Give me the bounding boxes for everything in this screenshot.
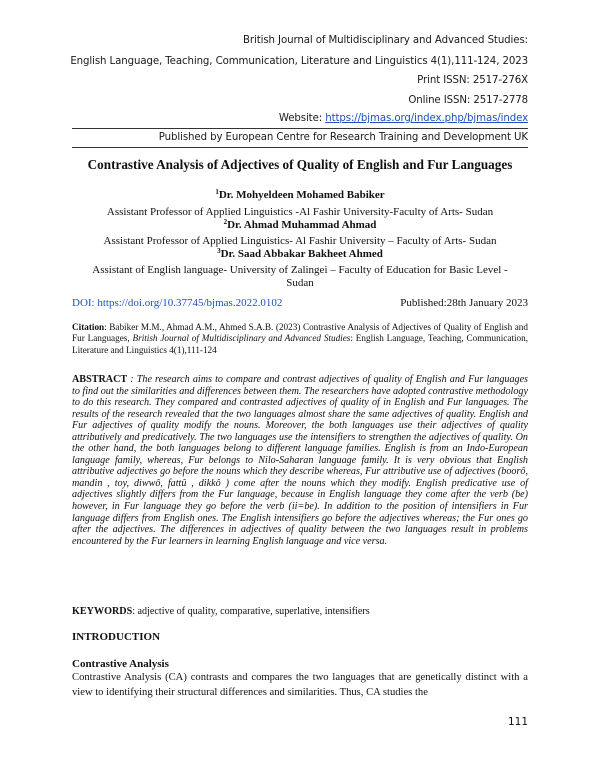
keywords-label: KEYWORDS [72,606,133,617]
print-issn: Print ISSN: 2517-276X [417,75,528,86]
section-heading: Contrastive Analysis [72,658,169,670]
journal-series: English Language, Teaching, Communication, Literature and Linguistics 4(1),111-124, 2023 [70,56,528,67]
online-issn: Online ISSN: 2517-2778 [408,95,528,106]
abstract-text: : The research aims to compare and contrast adjectives of quality of English and Fur languages to find out the similarities and differences between them. The researchers have adopted contrastive methodology to do this research. They compared and contrasted adjectives of quality of in English and Fur languages. The results of the research revealed that the two languages almost share the same adjectives of quality. English and Fur adjectives of quality modify the nouns. Moreover, the both languages use their adjectives of quality attributively and predicatively. The two languages use the intensifiers to strengthen the adjectives of quality. On the other hand, the both languages belong to different language families. English is from an Indo-European language family, whereas, Fur belongs to Nilo-Saharan language family. It is very obvious that English attributive adjectives go before the nouns which they describe whereas, Fur attributive use of adjectives (boorô, mandin , toy, diwwô, fattû , dikkô ) come after the nouns which they modify. English predicative use of adjectives slightly differs from the Fur language, because in English language they come after the verb (be) however, in Fur language they go before the verb (ii=be). In addition to the position of intensifiers in Fur language differs from English ones. The English intensifiers go before the adjectives whereas; the Fur ones go after the adjectives. The differences in adjectives of quality between the two languages result in problems encountered by the Fur learners in learning English language and vice versa. [72,374,528,547]
section-paragraph: Contrastive Analysis (CA) contrasts and compares the two languages that are genetically distinct with a view to identifying their structural differences and similarities. Thus, CA studies the [72,672,528,698]
introduction-heading: INTRODUCTION [72,631,161,643]
header-rule-bottom [72,147,528,148]
citation-journal: British Journal of Multidisciplinary and Advanced Studies [132,333,351,344]
author-3-affiliation: Assistant of English language- University of Zalingei – Faculty of Education for Basic Level - Sudan [92,264,508,289]
journal-name: British Journal of Multidisciplinary and Advanced Studies: [243,35,528,46]
website-link[interactable]: https://bjmas.org/index.php/bjmas/index [325,113,528,124]
citation: Citation: Babiker M.M., Ahmad A.M., Ahmed S.A.B. (2023) Contrastive Analysis of Adjectives of Quality of English and Fur Languages, British Journal of Multidisciplinary and Advanced Studies: English Language, Teaching, Communication, Literature and Linguistics 4(1),111-124 [72,322,529,355]
published-date: Published:28th January 2023 [400,297,528,309]
author-1-name: $^1$Dr. Mohyeldeen Mohamed Babiker [215,188,385,201]
author-2-affiliation: Assistant Professor of Applied Linguistics- Al Fashir University – Faculty of Arts- Sudan [103,235,497,247]
author-1-affiliation: Assistant Professor of Applied Linguistics -Al Fashir University-Faculty of Arts- Sudan [106,206,494,218]
website-label: Website: [278,113,326,124]
author-3-name: $^3$Dr. Saad Abbakar Bakheet Ahmed [217,247,383,260]
abstract [72,374,528,547]
abstract-label: ABSTRACT [72,374,128,385]
keywords-text: : adjective of quality, comparative, superlative, intensifiers [132,606,370,617]
page-number: 111 [507,716,528,728]
keywords [72,606,528,617]
paper-title: Contrastive Analysis of Adjectives of Quality of English and Fur Languages [87,157,513,172]
citation-label: Citation [72,322,105,332]
publisher-line: Published by European Centre for Research Training and Development UK [158,132,528,143]
author-2-name: $^2$Dr. Ahmad Muhammad Ahmad [223,218,377,231]
doi-link[interactable]: DOI: https://doi.org/10.37745/bjmas.2022.0102 [72,297,283,309]
header-rule-top [72,128,528,129]
website-line [279,113,528,124]
